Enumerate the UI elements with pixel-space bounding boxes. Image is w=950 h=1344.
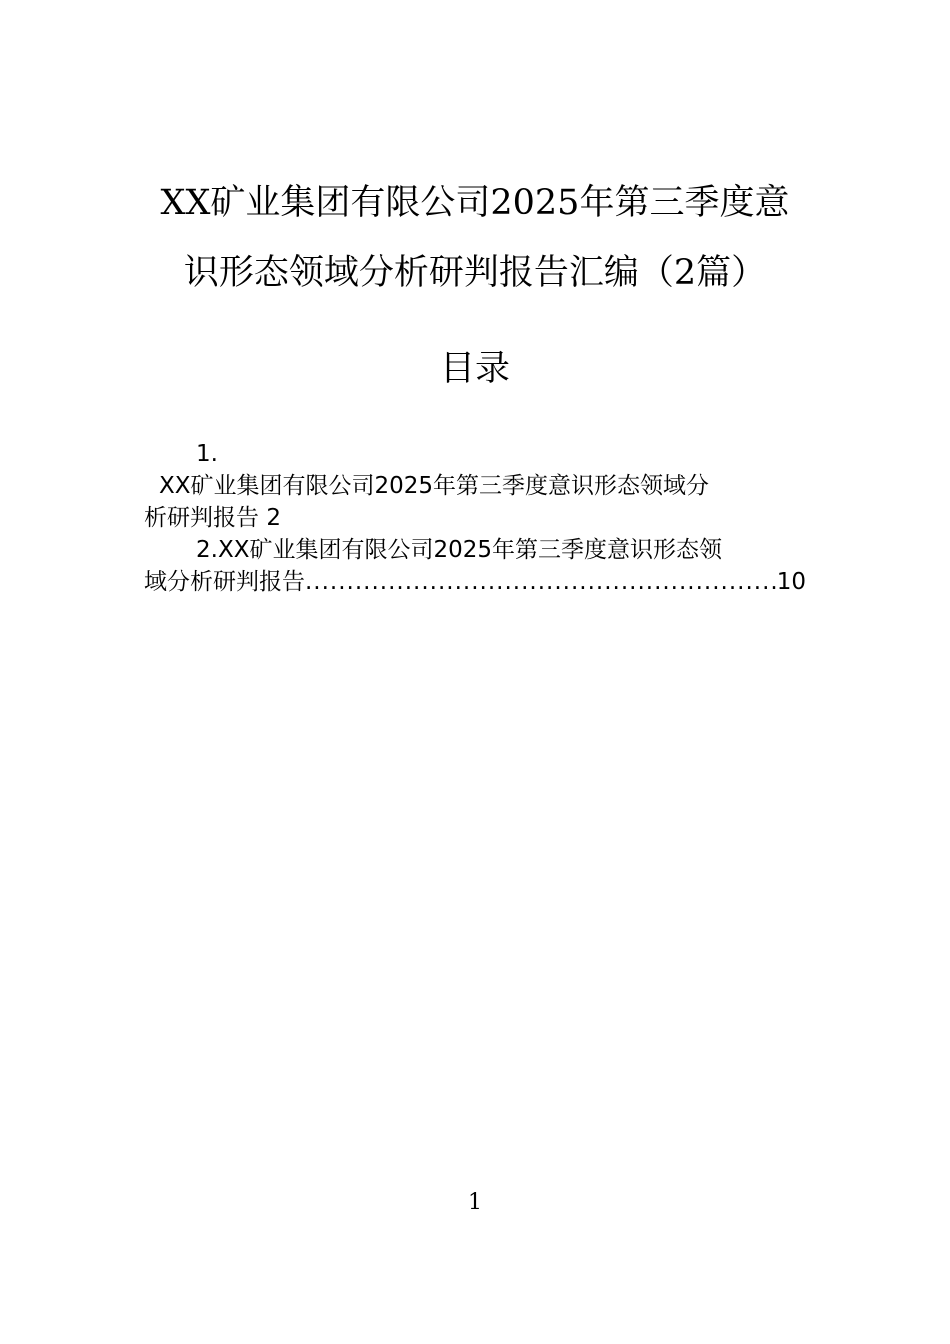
toc-dot-leader: [305, 566, 777, 598]
toc-entry-page: 2: [266, 505, 281, 531]
toc-entry-title-line-1: 2.XX矿业集团有限公司2025年第三季度意识形态领: [196, 537, 722, 563]
title-line-2: 识形态领域分析研判报告汇编（2篇）: [183, 253, 767, 293]
title-line-1: XX矿业集团有限公司2025年第三季度意: [160, 183, 790, 223]
table-of-contents: [144, 438, 806, 598]
toc-entry-title-text: 域分析研判报告: [144, 569, 305, 595]
toc-heading: 目录: [439, 349, 510, 389]
toc-entry-1[interactable]: [144, 438, 806, 534]
toc-entry-title-text: 析研判报告: [144, 505, 259, 531]
toc-entry-2[interactable]: [144, 534, 806, 598]
toc-entry-title-line-2: [144, 502, 806, 534]
document-title: [150, 168, 800, 308]
toc-entry-title-line-2: [144, 566, 806, 598]
toc-entry-title-line-1: XX矿业集团有限公司2025年第三季度意识形态领域分: [159, 473, 710, 499]
toc-entry-page: 10: [776, 569, 806, 595]
toc-entry-number: 1.: [196, 441, 218, 467]
page-number: 1: [468, 1190, 482, 1215]
